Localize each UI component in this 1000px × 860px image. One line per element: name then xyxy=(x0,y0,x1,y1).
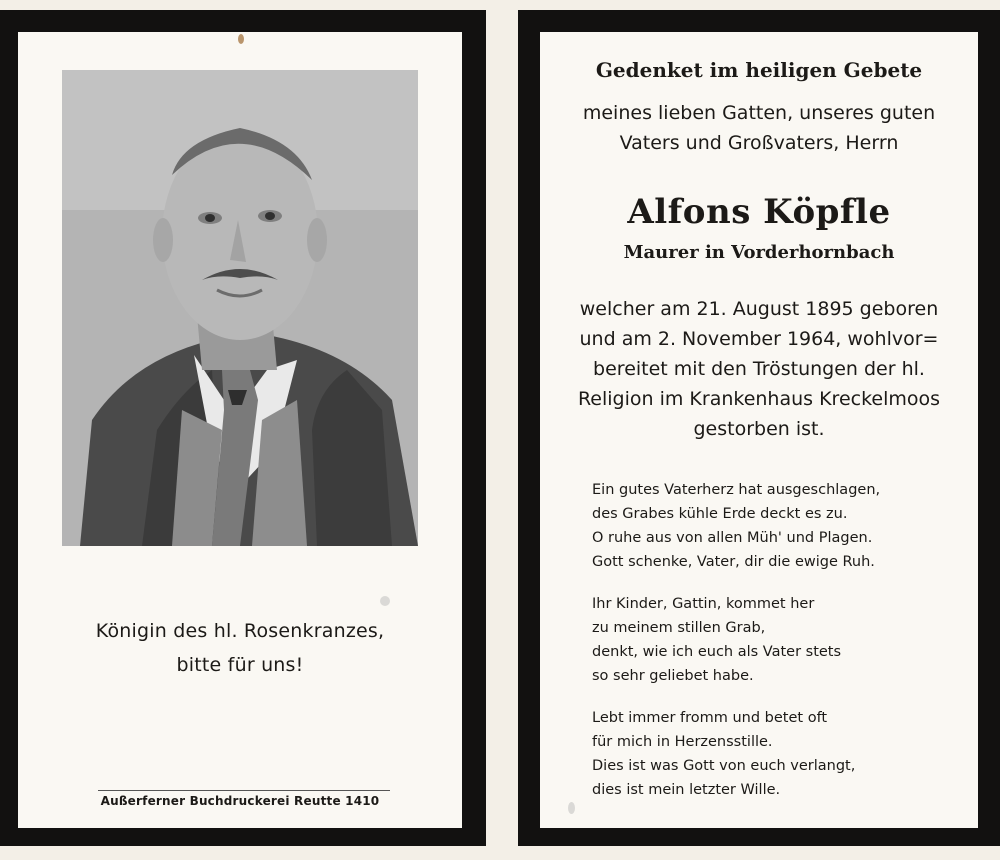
right-panel-paper xyxy=(540,32,978,828)
printer-imprint: Außerferner Buchdruckerei Reutte 1410 xyxy=(100,794,380,808)
portrait-image xyxy=(62,70,418,546)
verse-2-line-1: Ihr Kinder, Gattin, kommet her xyxy=(592,596,815,612)
intro-line-2: Vaters und Großvaters, Herrn xyxy=(619,132,899,154)
verse-3-line-3: Dies ist was Gott von euch verlangt, xyxy=(592,758,856,774)
verse-block-1 xyxy=(592,478,972,574)
deceased-profession: Maurer in Vorderhornbach xyxy=(623,242,895,263)
paper-stain xyxy=(568,802,575,814)
portrait-photo xyxy=(62,70,418,546)
memorial-card-left-panel xyxy=(0,10,486,846)
prayer-line-2: bitte für uns! xyxy=(176,654,304,676)
printer-divider xyxy=(98,790,390,791)
verse-2-line-3: denkt, wie ich euch als Vater stets xyxy=(592,644,842,660)
verse-block-3 xyxy=(592,706,972,802)
verse-2-line-4: so sehr geliebet habe. xyxy=(592,668,754,684)
verse-1-line-4: Gott schenke, Vater, dir die ewige Ruh. xyxy=(592,554,875,570)
paper-stain xyxy=(238,34,244,44)
deceased-name: Alfons Köpfle xyxy=(627,192,891,232)
left-panel-paper xyxy=(18,32,462,828)
paper-stain xyxy=(380,596,390,606)
intro-line-1: meines lieben Gatten, unseres guten xyxy=(582,102,936,124)
detail-line-5: gestorben ist. xyxy=(693,418,825,440)
verse-1-line-2: des Grabes kühle Erde deckt es zu. xyxy=(592,506,848,522)
verse-3-line-4: dies ist mein letzter Wille. xyxy=(592,782,781,798)
verse-1-line-3: O ruhe aus von allen Müh' und Plagen. xyxy=(592,530,873,546)
prayer-line-1: Königin des hl. Rosenkranzes, xyxy=(95,620,385,642)
verse-1-line-1: Ein gutes Vaterherz hat ausgeschlagen, xyxy=(592,482,881,498)
memorial-card-right-panel xyxy=(518,10,1000,846)
verse-3-line-2: für mich in Herzensstille. xyxy=(592,734,773,750)
verse-block-2 xyxy=(592,592,972,688)
verse-3-line-1: Lebt immer fromm und betet oft xyxy=(592,710,828,726)
detail-line-2: und am 2. November 1964, wohlvor= xyxy=(579,328,939,350)
detail-line-4: Religion im Krankenhaus Kreckelmoos xyxy=(577,388,941,410)
detail-line-1: welcher am 21. August 1895 geboren xyxy=(579,298,939,320)
memorial-headline: Gedenket im heiligen Gebete xyxy=(595,58,923,82)
detail-line-3: bereitet mit den Tröstungen der hl. xyxy=(593,358,925,380)
verse-2-line-2: zu meinem stillen Grab, xyxy=(592,620,766,636)
